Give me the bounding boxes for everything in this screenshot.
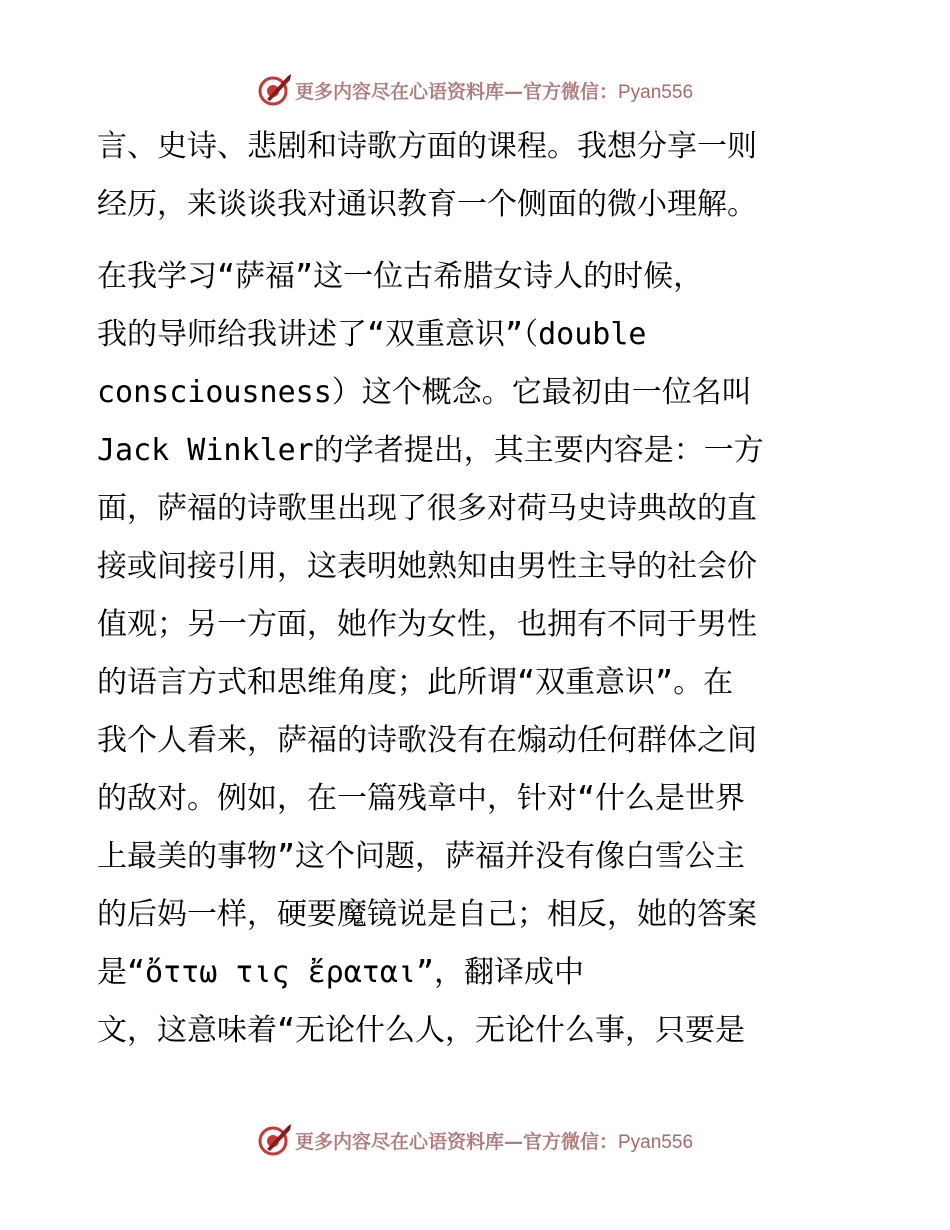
- text-line: 是“ὄττω τις ἔραται”，翻译成中: [97, 955, 585, 990]
- body-text: [97, 118, 857, 1060]
- footer-watermark: [0, 1120, 950, 1160]
- text-line: 在我学习“萨福”这一位古希腊女诗人的时候，: [97, 259, 704, 294]
- quill-logo-icon: [257, 1122, 293, 1158]
- text-line: Jack Winkler的学者提出，其主要内容是：一方: [97, 433, 764, 468]
- text-line: 上最美的事物”这个问题，萨福并没有像白雪公主: [97, 839, 746, 874]
- header-watermark-text: 更多内容尽在心语资料库—官方微信：: [294, 80, 618, 103]
- quill-logo-icon: [257, 72, 293, 108]
- paragraph: [97, 118, 857, 234]
- text-line: 文，这意味着“无论什么人，无论什么事，只要是: [97, 1013, 746, 1048]
- text-line: 我个人看来，萨福的诗歌没有在煽动任何群体之间: [97, 723, 757, 758]
- text-line: 的后妈一样，硬要魔镜说是自己；相反，她的答案: [97, 897, 757, 932]
- text-line: 的敌对。例如，在一篇残章中，针对“什么是世界: [97, 781, 746, 816]
- text-line: 经历，来谈谈我对通识教育一个侧面的微小理解。: [97, 187, 757, 222]
- text-line: 接或间接引用，这表明她熟知由男性主导的社会价: [97, 549, 757, 584]
- paragraph: [97, 248, 857, 1060]
- text-line: 值观；另一方面，她作为女性，也拥有不同于男性: [97, 607, 757, 642]
- header-watermark-id: Pyan556: [618, 81, 694, 103]
- text-line: consciousness）这个概念。它最初由一位名叫: [97, 375, 752, 410]
- footer-watermark-text: 更多内容尽在心语资料库—官方微信：: [294, 1130, 618, 1153]
- text-line: 言、史诗、悲剧和诗歌方面的课程。我想分享一则: [97, 129, 757, 164]
- text-line: 的语言方式和思维角度；此所谓“双重意识”。在: [97, 665, 734, 700]
- text-line: 我的导师给我讲述了“双重意识”（double: [97, 317, 647, 352]
- header-watermark: [0, 70, 950, 110]
- footer-watermark-id: Pyan556: [618, 1131, 694, 1153]
- text-line: 面，萨福的诗歌里出现了很多对荷马史诗典故的直: [97, 491, 757, 526]
